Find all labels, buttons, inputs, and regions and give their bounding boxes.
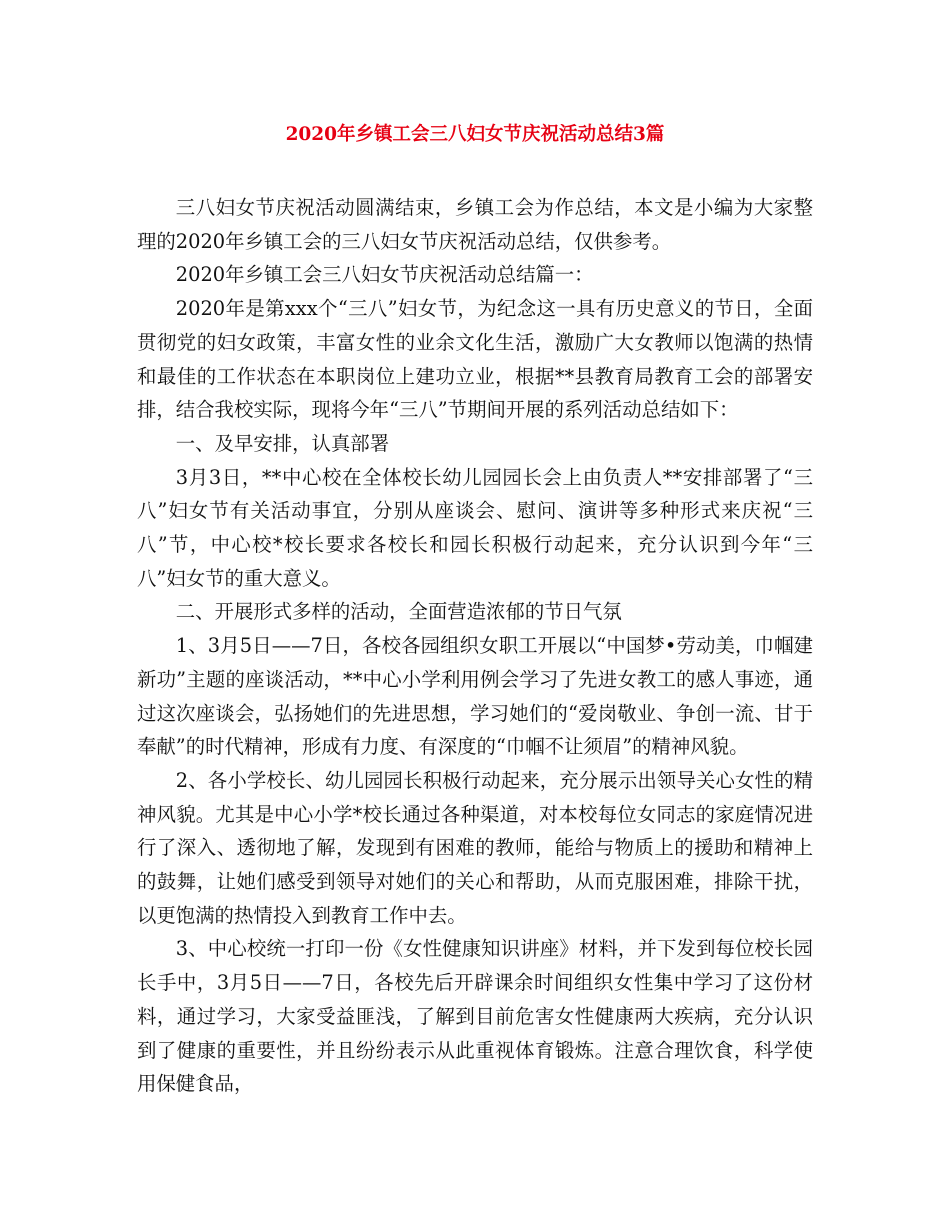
document-title: 2020年乡镇工会三八妇女节庆祝活动总结3篇 bbox=[285, 124, 665, 145]
paragraph-part-one-heading: 2020年乡镇工会三八妇女节庆祝活动总结篇一： bbox=[175, 263, 594, 287]
paragraph-item-3: 3、中心校统一打印一份《女性健康知识讲座》材料，并下发到每位校长园长手中，3月5日——7日，各校先后开辟课余时间组织女性集中学习了这份材料，通过学习，大家受益匪浅，了解到目前危害女性健康两大疾病，充分认识到了健康的重要性，并且纷纷表示从此重视体育锻炼。注意合理饮食，科学使用保健食品， bbox=[137, 937, 813, 1096]
paragraph-intro: 三八妇女节庆祝活动圆满结束，乡镇工会为作总结，本文是小编为大家整理的2020年乡镇工会的三八妇女节庆祝活动总结，仅供参考。 bbox=[137, 196, 813, 253]
paragraph-background: 2020年是第xxx个“三八”妇女节，为纪念这一具有历史意义的节日，全面贯彻党的妇女政策，丰富女性的业余文化生活，激励广大女教师以饱满的热情和最佳的工作状态在本职岗位上建功立业，根据**县教育局教育工会的部署安排，结合我校实际，现将今年“三八”节期间开展的系列活动总结如下： bbox=[137, 297, 813, 422]
paragraph-item-1: 1、3月5日——7日，各校各园组织女职工开展以“中国梦•劳动美，巾帼建新功”主题的座谈活动，**中心小学利用例会学习了先进女教工的感人事迹，通过这次座谈会，弘扬她们的先进思想，学习她们的“爱岗敬业、争创一流、甘于奉献”的时代精神，形成有力度、有深度的“巾帼不让须眉”的精神风貌。 bbox=[137, 634, 813, 759]
section-heading-one: 一、及早安排，认真部署 bbox=[175, 431, 390, 455]
paragraph-item-2: 2、各小学校长、幼儿园园长积极行动起来，充分展示出领导关心女性的精神风貌。尤其是中心小学*校长通过各种渠道，对本校每位女同志的家庭情况进行了深入、透彻地了解，发现到有困难的教师，能给与物质上的援助和精神上的鼓舞，让她们感受到领导对她们的关心和帮助，从而克服困难，排除干扰，以更饱满的热情投入到教育工作中去。 bbox=[137, 768, 813, 927]
paragraph-march-3: 3月3日，**中心校在全体校长幼儿园园长会上由负责人**安排部署了“三八”妇女节有关活动事宜，分别从座谈会、慰问、演讲等多种形式来庆祝“三八”节，中心校*校长要求各校长和园长积极行动起来，充分认识到今年“三八”妇女节的重大意义。 bbox=[137, 465, 813, 590]
document-body bbox=[137, 191, 813, 1101]
section-heading-two: 二、开展形式多样的活动，全面营造浓郁的节日气氛 bbox=[175, 600, 622, 624]
